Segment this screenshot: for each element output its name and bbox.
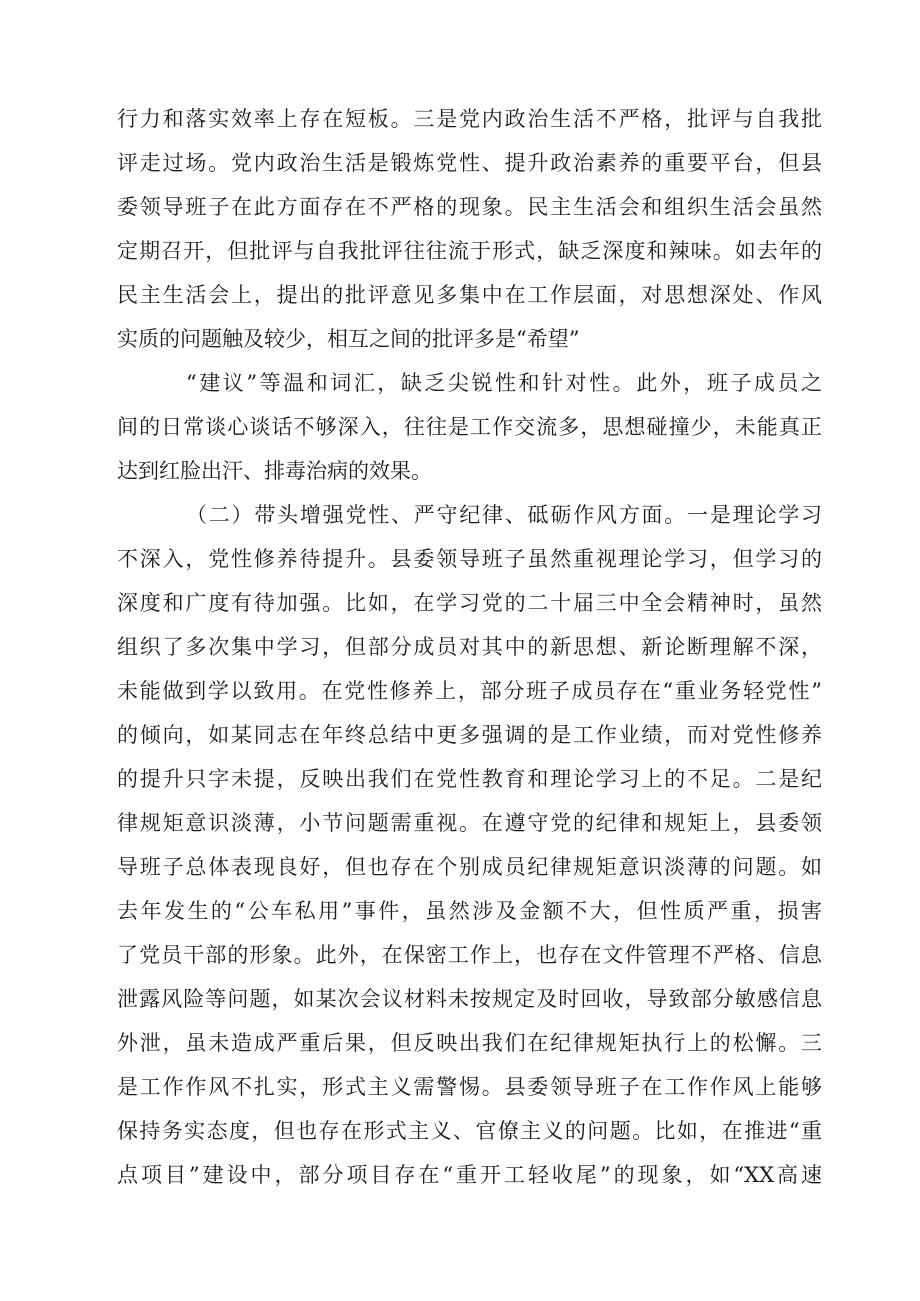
text-line: 泄露风险等问题，如某次会议材料未按规定及时回收，导致部分敏感信息 <box>117 987 822 1011</box>
text-line: 评走过场。党内政治生活是锻炼党性、提升政治素养的重要平台，但县 <box>117 151 822 175</box>
text-line: 导班子总体表现良好，但也存在个别成员纪律规矩意识淡薄的问题。如 <box>117 855 822 879</box>
text-line: 组织了多次集中学习，但部分成员对其中的新思想、新论断理解不深， <box>117 635 822 659</box>
section-heading-line: （二）带头增强党性、严守纪律、砥砺作风方面。一是理论学习 <box>186 503 822 527</box>
text-line: 间的日常谈心谈话不够深入，往往是工作交流多，思想碰撞少，未能真正 <box>117 415 822 439</box>
text-line: 律规矩意识淡薄，小节问题需重视。在遵守党的纪律和规矩上，县委领 <box>117 811 822 835</box>
text-line: 行力和落实效率上存在短板。三是党内政治生活不严格，批评与自我批 <box>117 107 822 131</box>
text-line: 是工作作风不扎实，形式主义需警惕。县委领导班子在工作作风上能够 <box>117 1075 822 1099</box>
text-line: 点项目”建设中，部分项目存在“重开工轻收尾”的现象，如“XX高速 <box>117 1163 822 1187</box>
text-line: 去年发生的“公车私用”事件，虽然涉及金额不大，但性质严重，损害 <box>117 899 822 923</box>
text-line: 不深入，党性修养待提升。县委领导班子虽然重视理论学习，但学习的 <box>117 547 822 571</box>
text-line: 了党员干部的形象。此外，在保密工作上，也存在文件管理不严格、信息 <box>117 943 822 967</box>
text-line: 深度和广度有待加强。比如，在学习党的二十届三中全会精神时，虽然 <box>117 591 822 615</box>
text-line: 外泄，虽未造成严重后果，但反映出我们在纪律规矩执行上的松懈。三 <box>117 1031 822 1055</box>
text-line: 民主生活会上，提出的批评意见多集中在工作层面，对思想深处、作风 <box>117 283 822 307</box>
text-line: 未能做到学以致用。在党性修养上，部分班子成员存在“重业务轻党性” <box>117 679 822 703</box>
text-line: 定期召开，但批评与自我批评往往流于形式，缺乏深度和辣味。如去年的 <box>117 239 822 263</box>
text-line: 达到红脸出汗、排毒治病的效果。 <box>117 459 432 483</box>
text-line: “建议”等温和词汇，缺乏尖锐性和针对性。此外，班子成员之 <box>186 371 822 395</box>
text-line: 保持务实态度，但也存在形式主义、官僚主义的问题。比如，在推进“重 <box>117 1119 822 1143</box>
text-line: 委领导班子在此方面存在不严格的现象。民主生活会和组织生活会虽然 <box>117 195 822 219</box>
text-line: 的倾向，如某同志在年终总结中更多强调的是工作业绩，而对党性修养 <box>117 723 822 747</box>
text-line: 实质的问题触及较少，相互之间的批评多是“希望” <box>117 327 580 351</box>
text-line: 的提升只字未提，反映出我们在党性教育和理论学习上的不足。二是纪 <box>117 767 822 791</box>
